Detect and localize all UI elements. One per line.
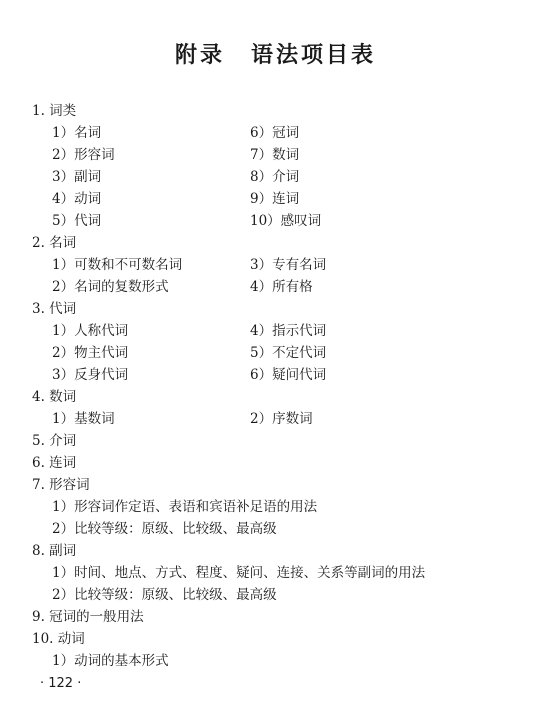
outline-row bbox=[0, 496, 551, 518]
outline-row bbox=[0, 342, 551, 364]
outline-row bbox=[0, 166, 551, 188]
outline-item-right: 2）序数词 bbox=[250, 411, 313, 427]
section-heading-text: 10. 动词 bbox=[32, 631, 85, 647]
outline-row bbox=[0, 364, 551, 386]
section-heading-text: 7. 形容词 bbox=[32, 477, 90, 493]
section-heading-text: 6. 连词 bbox=[32, 455, 77, 471]
outline-item-right: 5）不定代词 bbox=[250, 345, 327, 361]
outline-item-right: 4）指示代词 bbox=[250, 323, 327, 339]
outline-row bbox=[0, 254, 551, 276]
outline-item-left: 4）动词 bbox=[52, 191, 102, 207]
section-heading-text: 5. 介词 bbox=[32, 433, 77, 449]
section-heading bbox=[0, 606, 551, 628]
outline-item-left: 2）比较等级：原级、比较级、最高级 bbox=[52, 521, 277, 537]
outline-row bbox=[0, 408, 551, 430]
outline-item-left: 1）形容词作定语、表语和宾语补足语的用法 bbox=[52, 499, 318, 515]
outline-row bbox=[0, 518, 551, 540]
outline-item-right: 3）专有名词 bbox=[250, 257, 327, 273]
outline-row bbox=[0, 320, 551, 342]
outline-row bbox=[0, 276, 551, 298]
outline-item-left: 2）物主代词 bbox=[52, 345, 129, 361]
outline-item-right: 8）介词 bbox=[250, 169, 300, 185]
outline-row bbox=[0, 584, 551, 606]
outline-item-left: 1）动词的基本形式 bbox=[52, 653, 169, 669]
section-heading bbox=[0, 298, 551, 320]
outline-item-left: 3）副词 bbox=[52, 169, 102, 185]
outline-row bbox=[0, 210, 551, 232]
section-heading-text: 4. 数词 bbox=[32, 389, 77, 405]
section-heading bbox=[0, 452, 551, 474]
outline-item-left: 2）名词的复数形式 bbox=[52, 279, 169, 295]
outline-item-left: 3）反身代词 bbox=[52, 367, 129, 383]
section-heading-text: 2. 名词 bbox=[32, 235, 77, 251]
outline-item-right: 6）冠词 bbox=[250, 125, 300, 141]
section-heading bbox=[0, 430, 551, 452]
section-heading-text: 9. 冠词的一般用法 bbox=[32, 609, 144, 625]
outline-item-left: 1）基数词 bbox=[52, 411, 115, 427]
section-heading-text: 1. 词类 bbox=[32, 103, 77, 119]
outline-item-right: 9）连词 bbox=[250, 191, 300, 207]
outline-row bbox=[0, 122, 551, 144]
outline-item-right: 6）疑问代词 bbox=[250, 367, 327, 383]
page-title bbox=[0, 38, 551, 69]
outline-item-left: 1）可数和不可数名词 bbox=[52, 257, 183, 273]
section-heading bbox=[0, 100, 551, 122]
section-heading bbox=[0, 540, 551, 562]
outline-item-right: 7）数词 bbox=[250, 147, 300, 163]
section-heading-text: 3. 代词 bbox=[32, 301, 77, 317]
section-heading-text: 8. 副词 bbox=[32, 543, 77, 559]
title-prefix: 附录 bbox=[174, 42, 225, 68]
section-heading bbox=[0, 232, 551, 254]
outline-item-left: 5）代词 bbox=[52, 213, 102, 229]
outline-row bbox=[0, 650, 551, 672]
page-number: · 122 · bbox=[40, 676, 82, 691]
outline-item-right: 4）所有格 bbox=[250, 279, 313, 295]
outline-row bbox=[0, 562, 551, 584]
section-heading bbox=[0, 386, 551, 408]
outline-row bbox=[0, 144, 551, 166]
outline-item-left: 1）时间、地点、方式、程度、疑问、连接、关系等副词的用法 bbox=[52, 565, 426, 581]
outline-item-right: 10）感叹词 bbox=[250, 213, 322, 229]
outline-item-left: 1）名词 bbox=[52, 125, 102, 141]
outline-row bbox=[0, 188, 551, 210]
title-main: 语法项目表 bbox=[251, 42, 377, 68]
outline-item-left: 1）人称代词 bbox=[52, 323, 129, 339]
section-heading bbox=[0, 474, 551, 496]
outline-item-left: 2）形容词 bbox=[52, 147, 115, 163]
outline-item-left: 2）比较等级：原级、比较级、最高级 bbox=[52, 587, 277, 603]
section-heading bbox=[0, 628, 551, 650]
